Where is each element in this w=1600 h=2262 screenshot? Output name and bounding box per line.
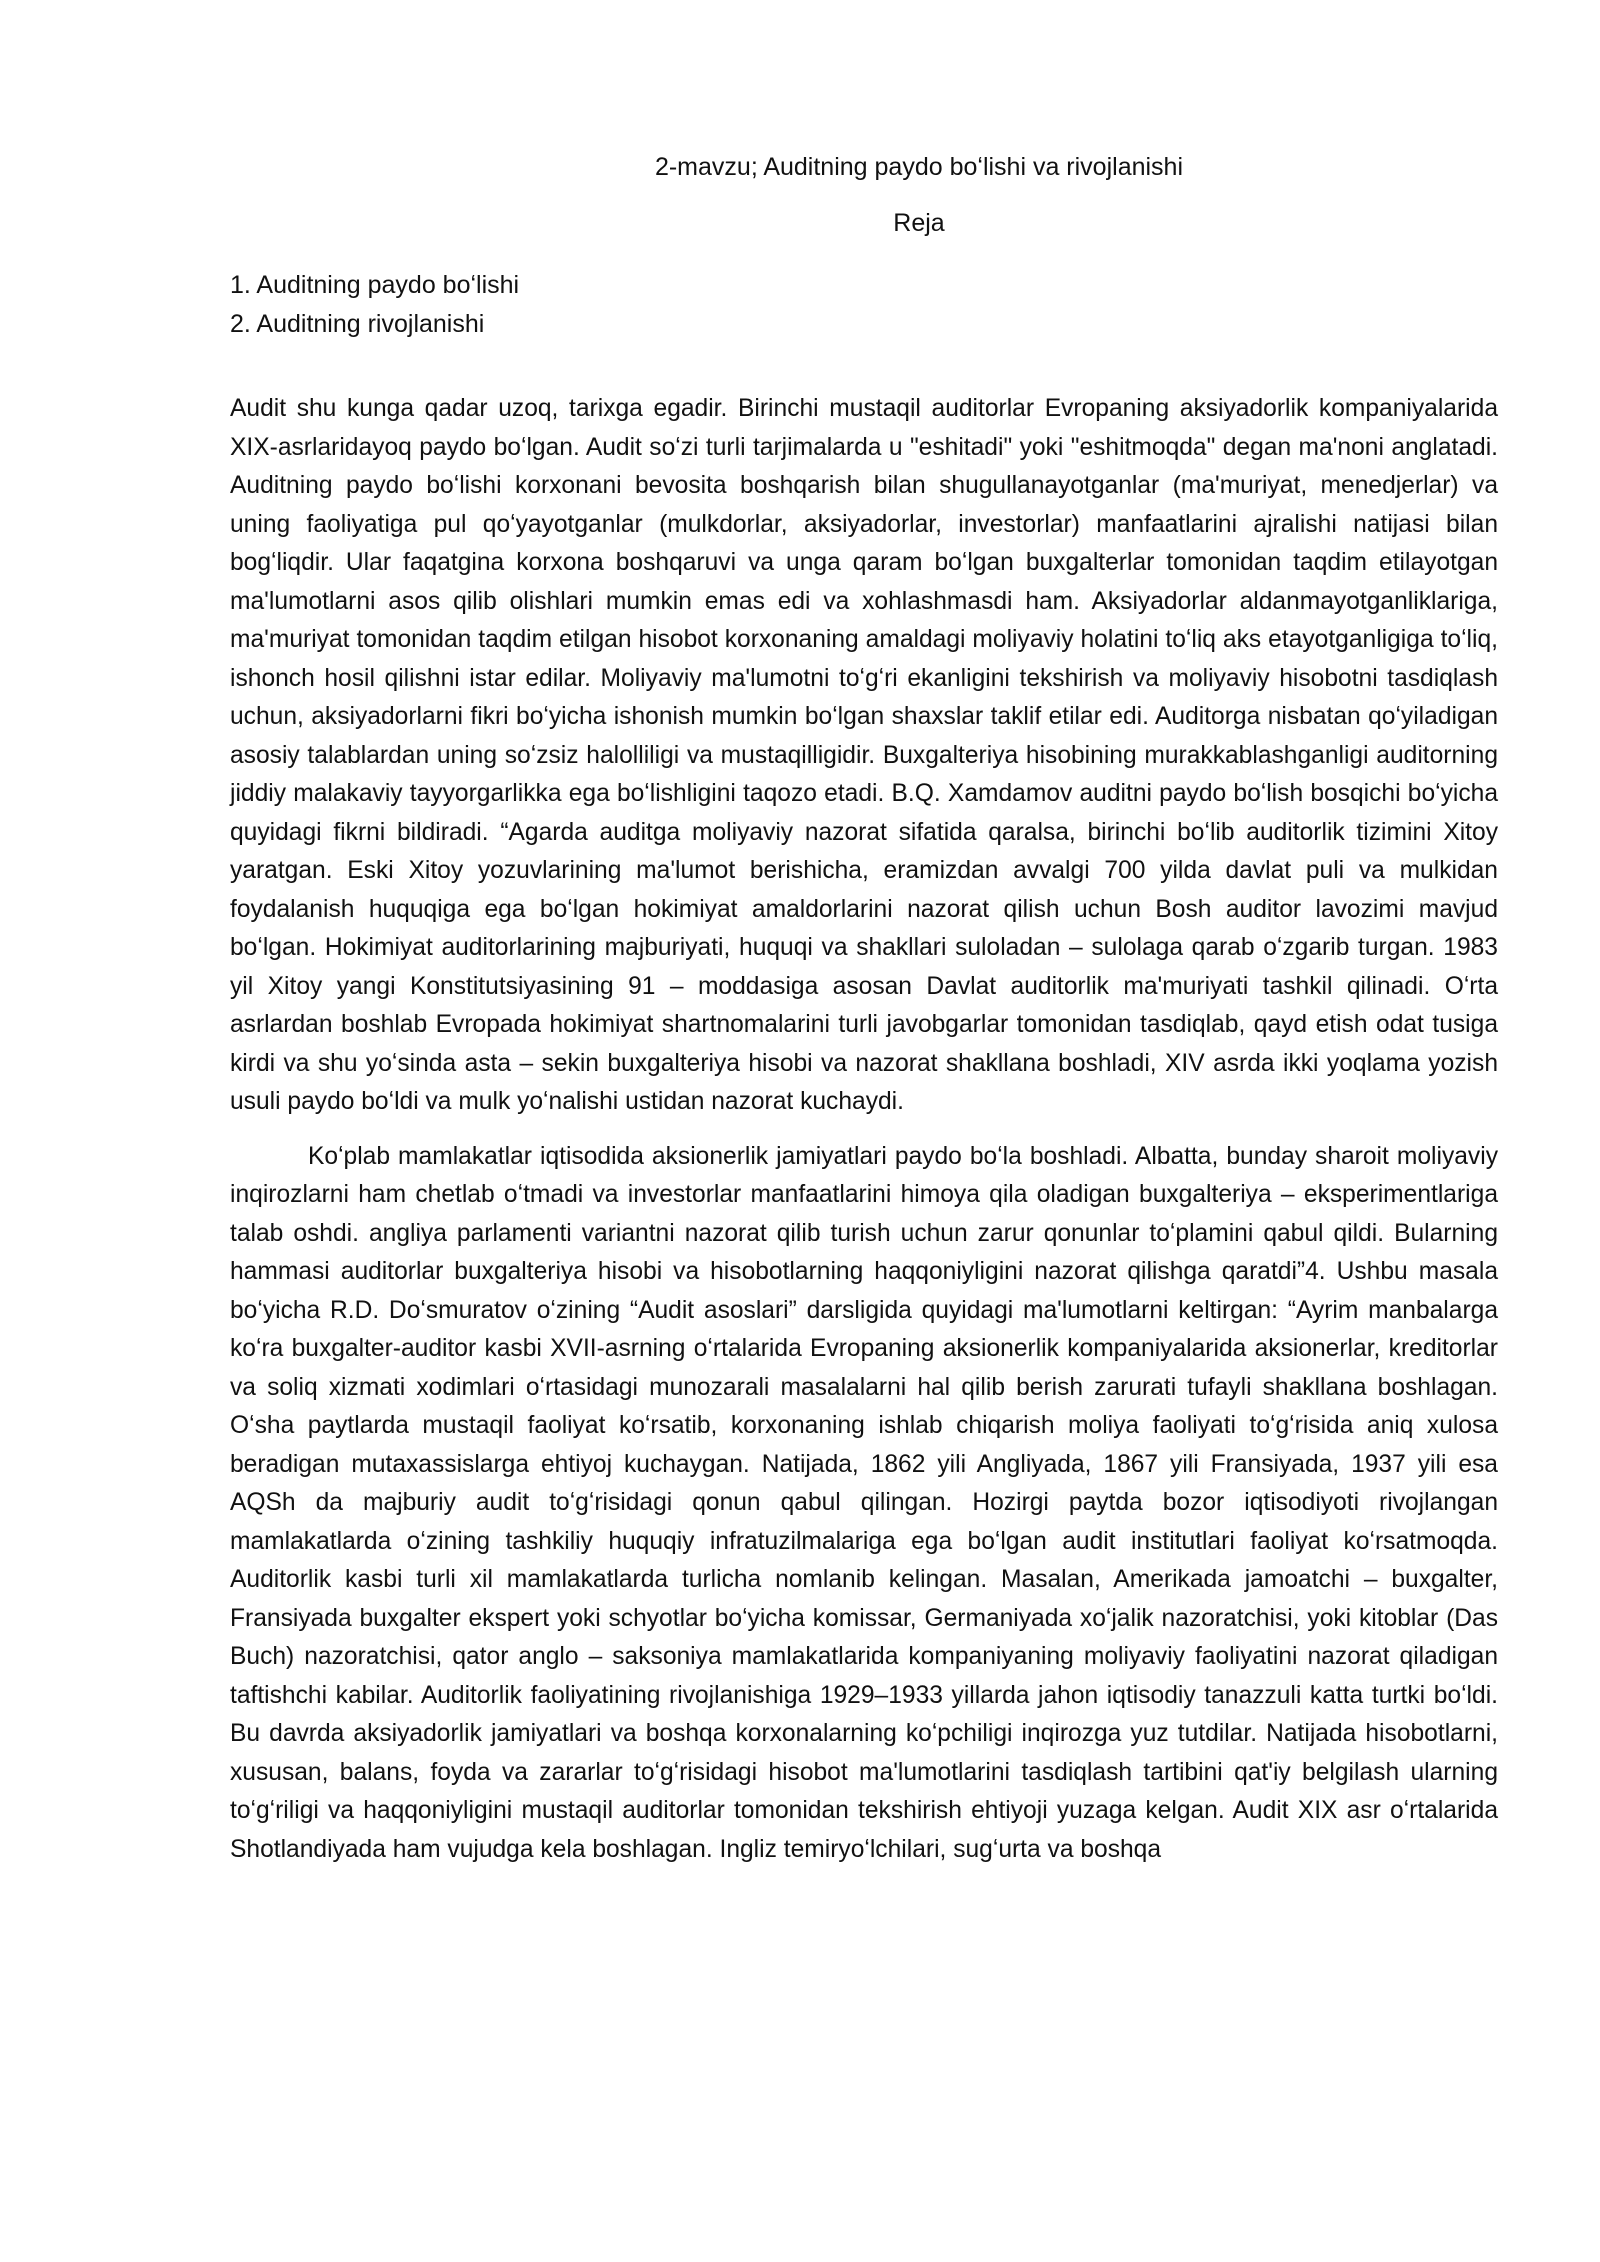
document-title: 2-mavzu; Auditning paydo boʻlishi va rivojlanishi: [654, 153, 1184, 181]
plan-list: [230, 266, 1498, 344]
document-page: [230, 150, 1498, 1885]
paragraph-development: Koʻplab mamlakatlar iqtisodida aksionerlik jamiyatlari paydo boʻla boshladi. Albatta, bunday sharoit moliyaviy inqirozlarni ham chetlab oʻtmadi va investorlar manfaatlarini himoya qila oladigan buxgalteriya – eksperimentlariga talab oshdi. angliya parlamenti variantni nazorat qilib turish uchun zarur qonunlar toʻplamini qabul qildi. Bularning hammasi auditorlar buxgalteriya hisobi va hisobotlarning haqqoniyligini nazorat qilishga qaratdi”4. Ushbu masala boʻyicha R.D. Doʻsmuratov oʻzining “Audit asoslari” darsligida quyidagi ma'lumotlarni keltirgan: “Ayrim manbalarga koʻra buxgalter-auditor kasbi XVII-asrning oʻrtalarida Evropaning aksionerlik kompaniyalarida aksionerlar, kreditorlar va soliq xizmati xodimlari oʻrtasidagi munozarali masalalarni hal qilib berish zarurati tufayli shakllana boshlagan. Oʻsha paytlarda mustaqil faoliyat koʻrsatib, korxonaning ishlab chiqarish moliya faoliyati toʻgʻrisida aniq xulosa beradigan mutaxassislarga ehtiyoj kuchaygan. Natijada, 1862 yili Angliyada, 1867 yili Fransiyada, 1937 yili esa AQSh da majburiy audit toʻgʻrisidagi qonun qabul qilingan. Hozirgi paytda bozor iqtisodiyoti rivojlangan mamlakatlarda oʻzining tashkiliy huquqiy infratuzilmalariga ega boʻlgan audit institutlari faoliyat koʻrsatmoqda. Auditorlik kasbi turli xil mamlakatlarda turlicha nomlanib kelingan. Masalan, Amerikada jamoatchi – buxgalter, Fransiyada buxgalter ekspert yoki schyotlar boʻyicha komissar, Germaniyada xoʻjalik nazoratchisi, yoki kitoblar (Das Buch) nazoratchisi, qator anglo – saksoniya mamlakatlarida kompaniyaning moliyaviy faoliyatini nazorat qiladigan taftishchi kabilar. Auditorlik faoliyatining rivojlanishiga 1929–1933 yillarda jahon iqtisodiy tanazzuli katta turtki boʻldi. Bu davrda aksiyadorlik jamiyatlari va boshqa korxonalarning koʻpchiligi inqirozga yuz tutdilar. Natijada hisobotlarni, xususan, balans, foyda va zararlar toʻgʻrisidagi hisobot ma'lumotlarini tasdiqlash tartibini qat'iy belgilash ularning toʻgʻriligi va haqqoniyligini mustaqil auditorlar tomonidan tekshirish ehtiyoji yuzaga kelgan. Audit XIX asr oʻrtalarida Shotlandiyada ham vujudga kela boshlagan. Ingliz temiryoʻlchilari, sugʻurta va boshqa: [230, 1142, 1498, 1863]
plan-item: 2. Auditning rivojlanishi: [230, 310, 485, 338]
plan-item: 1. Auditning paydo boʻlishi: [230, 271, 520, 299]
paragraph-intro: Audit shu kunga qadar uzoq, tarixga egadir. Birinchi mustaqil auditorlar Evropaning aksiyadorlik kompaniyalarida XIX-asrlaridayoq paydo boʻlgan. Audit soʻzi turli tarjimalarda u "eshitadi" yoki "eshitmoqda" degan ma'noni anglatadi. Auditning paydo boʻlishi korxonani bevosita boshqarish bilan shugullanayotganlar (ma'muriyat, menedjerlar) va uning faoliyatiga pul qoʻyayotganlar (mulkdorlar, aksiyadorlar, investorlar) manfaatlarini ajralishi natijasi bilan bogʻliqdir. Ular faqatgina korxona boshqaruvi va unga qaram boʻlgan buxgalterlar tomonidan taqdim etilayotgan ma'lumotlarni asos qilib olishlari mumkin emas edi va xohlashmasdi ham. Aksiyadorlar aldanmayotganliklariga, ma'muriyat tomonidan taqdim etilgan hisobot korxonaning amaldagi moliyaviy holatini toʻliq aks etayotganligiga toʻliq, ishonch hosil qilishni istar edilar. Moliyaviy ma'lumotni toʻgʻri ekanligini tekshirish va moliyaviy hisobotni tasdiqlash uchun, aksiyadorlarni fikri boʻyicha ishonish mumkin boʻlgan shaxslar taklif etilar edi. Auditorga nisbatan qoʻyiladigan asosiy talablardan uning soʻzsiz halolliligi va mustaqilligidir. Buxgalteriya hisobining murakkablashganligi auditorning jiddiy malakaviy tayyorgarlikka ega boʻlishligini taqozo etadi. B.Q. Xamdamov auditni paydo boʻlish bosqichi boʻyicha quyidagi fikrni bildiradi. “Agarda auditga moliyaviy nazorat sifatida qaralsa, birinchi boʻlib auditorlik tizimini Xitoy yaratgan. Eski Xitoy yozuvlarining ma'lumot berishicha, eramizdan avvalgi 700 yilda davlat puli va mulkidan foydalanish huquqiga ega boʻlgan hokimiyat amaldorlarini nazorat qilish uchun Bosh auditor lavozimi mavjud boʻlgan. Hokimiyat auditorlarining majburiyati, huquqi va shakllari suloladan – sulolaga qarab oʻzgarib turgan. 1983 yil Xitoy yangi Konstitutsiyasining 91 – moddasiga asosan Davlat auditorlik ma'muriyati tashkil qilinadi. Oʻrta asrlardan boshlab Evropada hokimiyat shartnomalarini turli javobgarlar tomonidan tasdiqlab, qayd etish odat tusiga kirdi va shu yoʻsinda asta – sekin buxgalteriya hisobi va nazorat shakllana boshladi, XIV asrda ikki yoqlama yozish usuli paydo boʻldi va mulk yoʻnalishi ustidan nazorat kuchaydi.: [230, 395, 1498, 1115]
plan-heading: Reja: [893, 209, 945, 237]
